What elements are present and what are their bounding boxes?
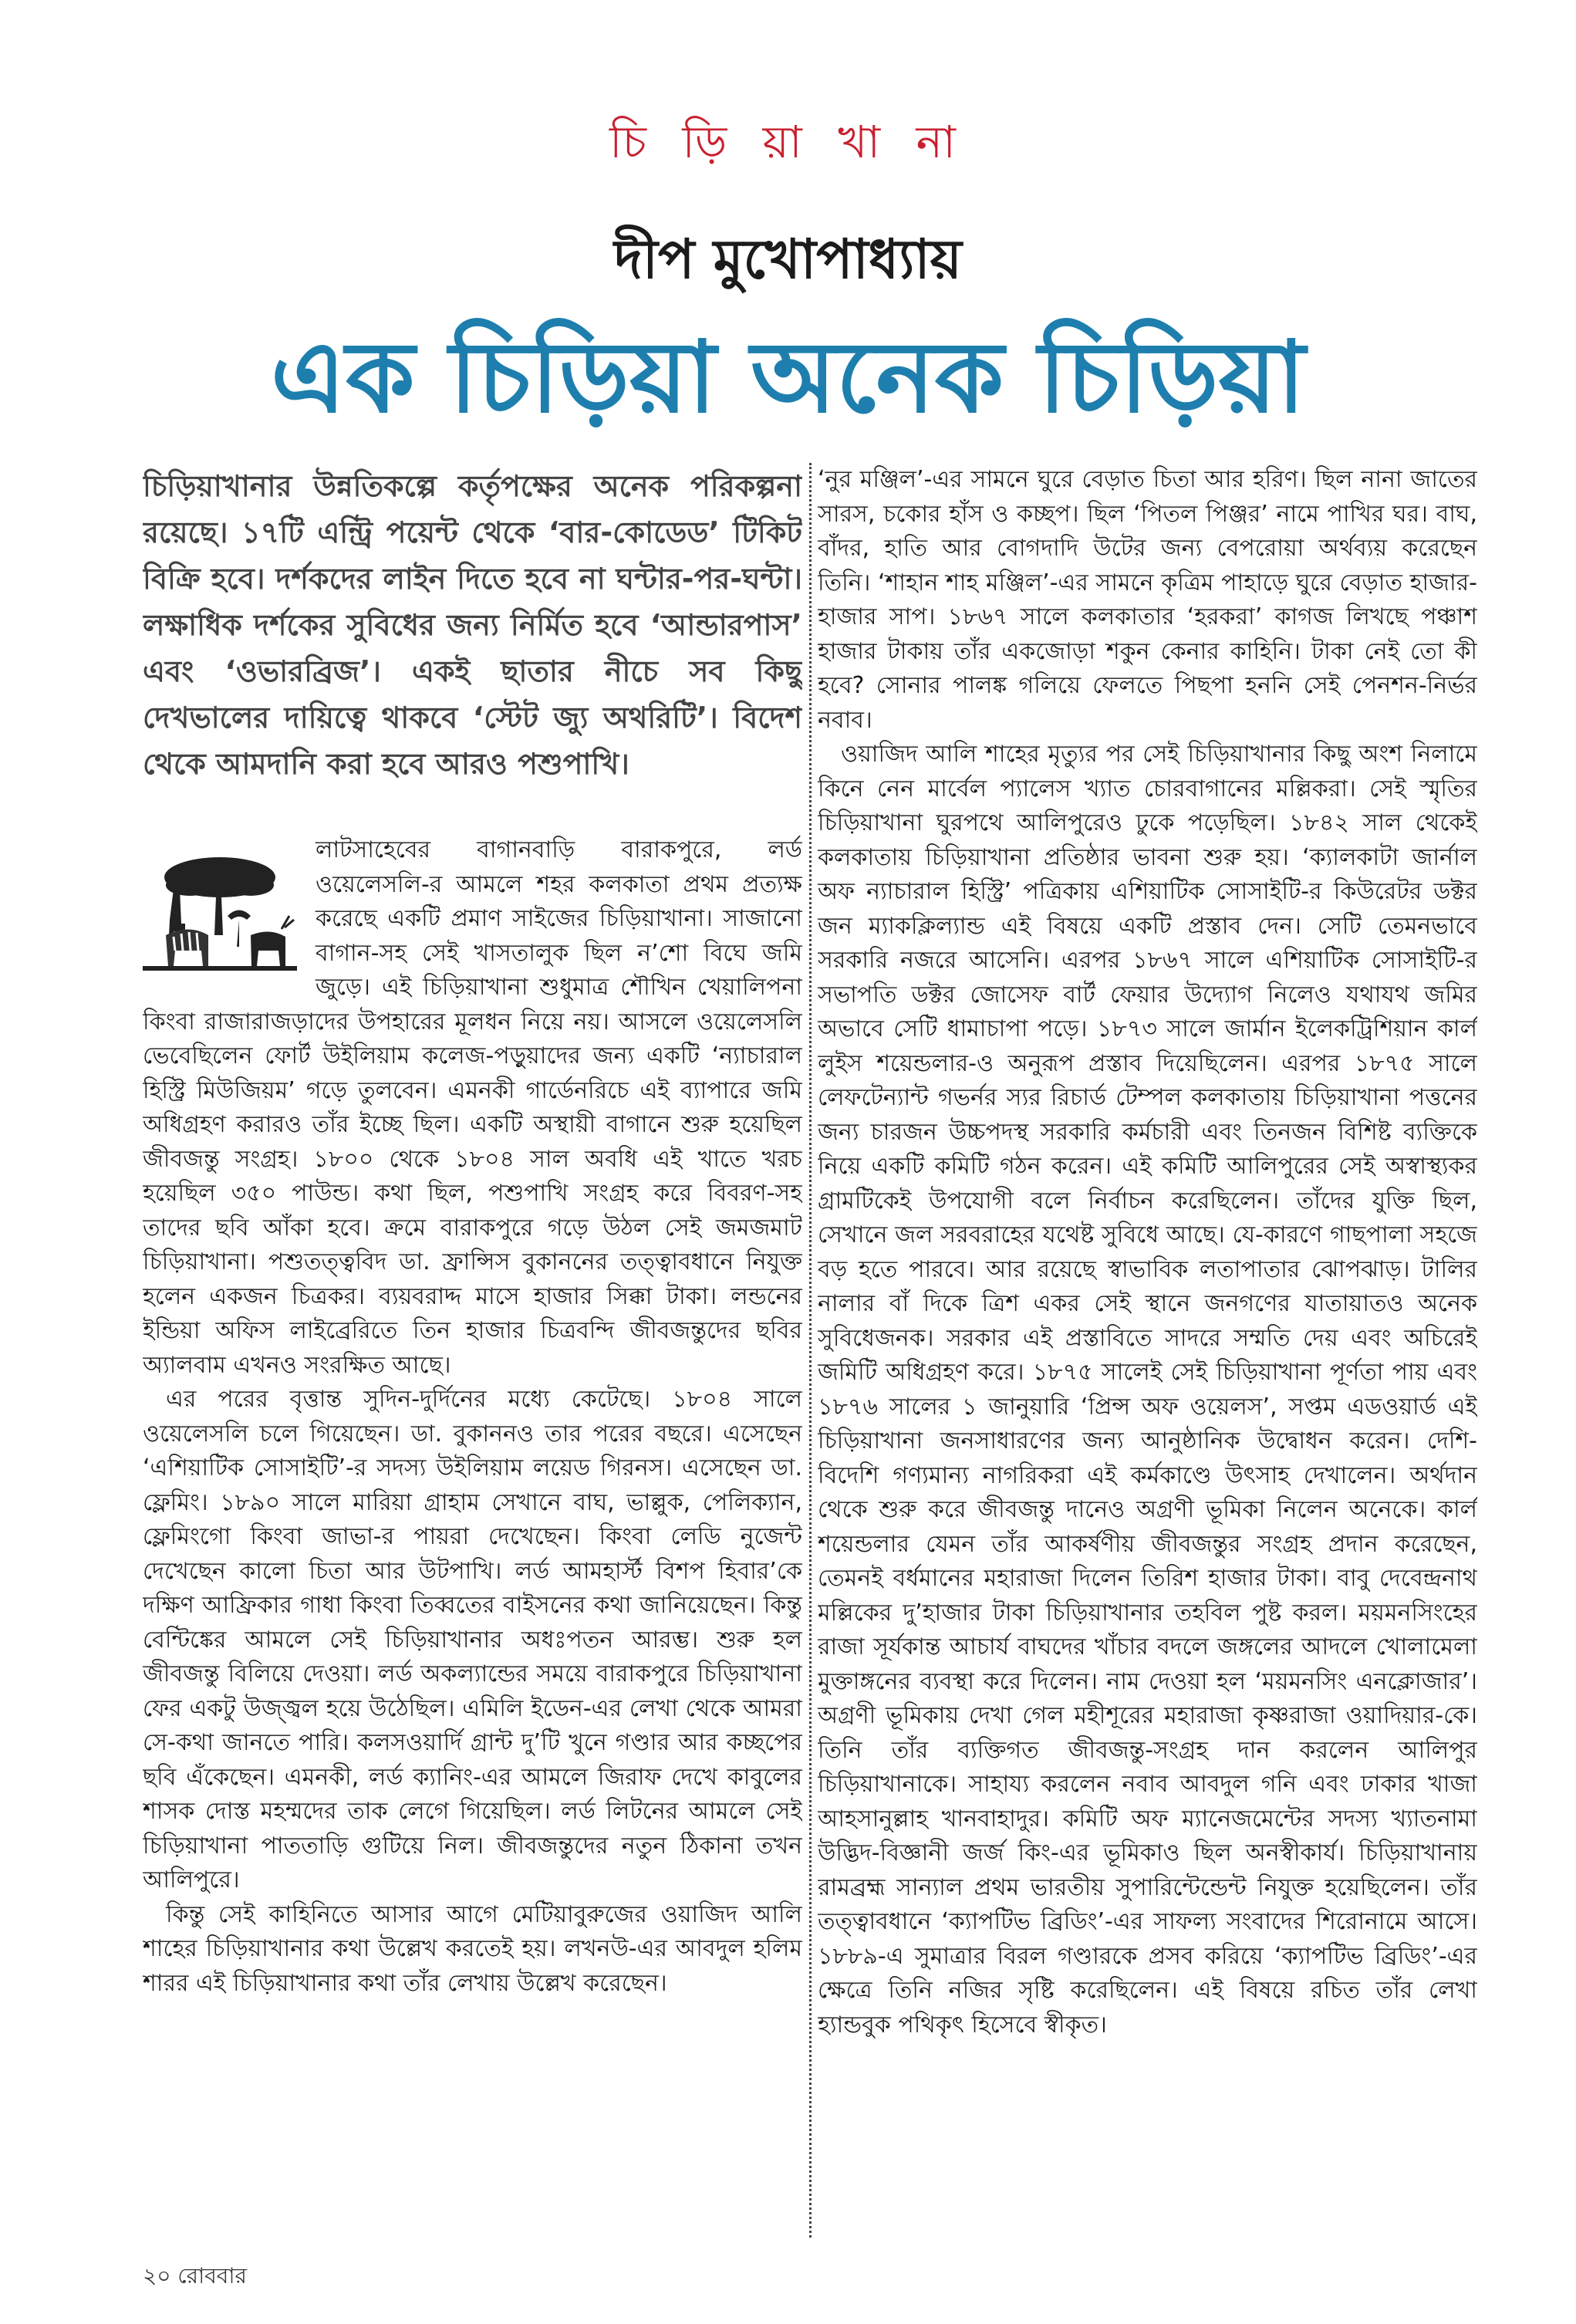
right-paragraph-2: ওয়াজিদ আলি শাহের মৃত্যুর পর সেই চিড়িয়াখানার কিছু অংশ নিলামে কিনে নেন মার্বেল প্যালেস খ্যাত চোরবাগানের মল্লিকরা। সেই স্মৃতির চিড়িয়াখানা ঘুরপথে আলিপুরেও ঢুকে পড়েছিল। ১৮৪২ সাল থেকেই কলকাতায় চিড়িয়াখানা প্রতিষ্ঠার ভাবনা শুরু হয়। ‘ক্যালকাটা জার্নাল অফ ন্যাচারাল হিস্ট্রি’ পত্রিকায় এশিয়াটিক সোসাইটি-র কিউরেটর ডক্টর জন ম্যাকক্লিল্যান্ড এই বিষয়ে একটি প্রস্তাব দেন। সেটি তেমনভাবে সরকারি নজরে আসেনি। এরপর ১৮৬৭ সালে এশিয়াটিক সোসাইটি-র সভাপতি ডক্টর জোসেফ বার্ট ফেয়ার উদ্যোগ নিলেও যথাযথ জমির অভাবে সেটি ধামাচাপা পড়ে। ১৮৭৩ সালে জার্মান ইলেকট্রিশিয়ান কার্ল লুইস শয়েন্ডলার-ও অনুরূপ প্রস্তাব দিয়েছিলেন। এরপর ১৮৭৫ সালে লেফটেন্যান্ট গভর্নর স্যর রিচার্ড টেম্পল কলকাতায় চিড়িয়াখানা পত্তনের জন্য চারজন উচ্চপদস্থ সরকারি কর্মচারী এবং তিনজন বিশিষ্ট ব্যক্তিকে নিয়ে একটি কমিটি গঠন করেন। এই কমিটি আলিপুরের সেই অস্বাস্থ্যকর গ্রামটিকেই উপযোগী বলে নির্বাচন করেছিলেন। তাঁদের যুক্তি ছিল, সেখানে জল সরবরাহের যথেষ্ট সুবিধে আছে। যে-কারণে গাছপালা সহজে বড় হতে পারবে। আর রয়েছে স্বাভাবিক লতাপাতার ঝোপঝাড়। টালির নালার বাঁ দিকে ত্রিশ একর সেই স্থানে জনগণের যাতায়াতও অনেক সুবিধেজনক। সরকার এই প্রস্তাবিতে সাদরে সম্মতি দেয় এবং অচিরেই জমিটি অধিগ্রহণ করে। ১৮৭৫ সালেই সেই চিড়িয়াখানা পূর্ণতা পায় এবং ১৮৭৬ সালের ১ জানুয়ারি ‘প্রিন্স অফ ওয়েলস’, সপ্তম এডওয়ার্ড এই চিড়িয়াখানা জনসাধারণের জন্য আনুষ্ঠানিক উদ্বোধন করেন। দেশি-বিদেশি গণ্যমান্য নাগরিকরা এই কর্মকাণ্ডে উৎসাহ দেখালেন। অর্থদান থেকে শুরু করে জীবজন্তু দানেও অগ্রণী ভূমিকা নিলেন অনেকে। কার্ল শয়েন্ডলার যেমন তাঁর আকর্ষণীয় জীবজন্তুর সংগ্রহ প্রদান করেছেন, তেমনই বর্ধমানের মহারাজা দিলেন তিরিশ হাজার টাকা। বাবু দেবেন্দ্রনাথ মল্লিকের দু’হাজার টাকা চিড়িয়াখানার তহবিল পুষ্ট করল। ময়মনসিংহের রাজা সূর্যকান্ত আচার্য বাঘদের খাঁচার বদলে জঙ্গলের আদলে খোলামেলা মুক্তাঙ্গনের ব্যবস্থা করে দিলেন। নাম দেওয়া হল ‘ময়মনসিং এনক্লোজার’। অগ্রণী ভূমিকায় দেখা গেল মহীশূরের মহারাজা কৃষ্ণরাজা ওয়াদিয়ার-কে। তিনি তাঁর ব্যক্তিগত জীবজন্তু-সংগ্রহ দান করলেন আলিপুর চিড়িয়াখানাকে। সাহায্য করলেন নবাব আবদুল গনি এবং ঢাকার খাজা আহসানুল্লাহ খানবাহাদুর। কমিটি অফ ম্যানেজমেন্টের সদস্য খ্যাতনামা উদ্ভিদ-বিজ্ঞানী জর্জ কিং-এর ভূমিকাও ছিল অনস্বীকার্য। চিড়িয়াখানায় রামব্রহ্ম সান্যাল প্রথম ভারতীয় সুপারিন্টেন্ডেন্ট নিযুক্ত হয়েছিলেন। তাঁর তত্ত্বাবধানে ‘ক্যাপটিভ ব্রিডিং’-এর সাফল্য সংবাদের শিরোনামে আসে। ১৮৮৯-এ সুমাত্রার বিরল গণ্ডারকে প্রসব করিয়ে ‘ক্যাপটিভ ব্রিডিং’-এর ক্ষেত্রে তিনি নজির সৃষ্টি করেছিলেন। এই বিষয়ে রচিত তাঁর লেখা হ্যান্ডবুক পথিকৃৎ হিসেবে স্বীকৃত।: [818, 741, 1477, 2039]
section-tag: চি ড়ি য়া খা না: [609, 116, 967, 168]
left-paragraph-2: এর পরের বৃত্তান্ত সুদিন-দুর্দিনের মধ্যে কেটেছে। ১৮০৪ সালে ওয়েলেসলি চলে গিয়েছেন। ডা. বুকাননও তার পরের বছরে। এসেছেন ‘এশিয়াটিক সোসাইটি’-র সদস্য উইলিয়াম লয়েড গিরনস। এসেছেন ডা. ফ্লেমিং। ১৮৯০ সালে মারিয়া গ্রাহাম সেখানে বাঘ, ভাল্লুক, পেলিক্যান, ফ্লেমিংগো কিংবা জাভা-র পায়রা দেখেছেন। কিংবা লেডি নুজেন্ট দেখেছেন কালো চিতা আর উটপাখি। লর্ড আমহার্স্ট বিশপ হিবার’কে দক্ষিণ আফ্রিকার গাধা কিংবা তিব্বতের বাইসনের কথা জানিয়েছেন। কিন্তু বেন্টিঙ্কের আমলে সেই চিড়িয়াখানার অধঃপতন আরম্ভ। শুরু হল জীবজন্তু বিলিয়ে দেওয়া। লর্ড অকল্যান্ডের সময়ে বারাকপুরে চিড়িয়াখানা ফের একটু উজ্জ্বল হয়ে উঠেছিল। এমিলি ইডেন-এর লেখা থেকে আমরা সে-কথা জানতে পারি। কলসওয়ার্দি গ্রান্ট দু’টি খুনে গণ্ডার আর কচ্ছপের ছবি এঁকেছেন। এমনকী, লর্ড ক্যানিং-এর আমলে জিরাফ দেখে কাবুলের শাসক দোস্ত মহম্মদের তাক লেগে গিয়েছিল। লর্ড লিটনের আমলে সেই চিড়িয়াখানা পাততাড়ি গুটিয়ে নিল। জীবজন্তুদের নতুন ঠিকানা তখন আলিপুরে।: [143, 1386, 802, 1893]
column-divider: [809, 463, 813, 2238]
right-column: [818, 463, 1477, 2238]
wildlife-emblem-icon: [143, 843, 297, 978]
left-paragraph-1: লাটসাহেবের বাগানবাড়ি বারাকপুরে, লর্ড ওয়েলেসলি-র আমলে শহর কলকাতা প্রথম প্রত্যক্ষ করেছে একটি প্রমাণ সাইজের চিড়িয়াখানা। সাজানো বাগান-সহ সেই খাসতালুক ছিল ন’শো বিঘে জমি জুড়ে। এই চিড়িয়াখানা শুধুমাত্র শৌখিন খেয়ালিপনা কিংবা রাজারাজড়াদের উপহারের মূলধন নিয়ে নয়। আসলে ওয়েলেসলি ভেবেছিলেন ফোর্ট উইলিয়াম কলেজ-পড়ুয়াদের জন্য একটি ‘ন্যাচারাল হিস্ট্রি মিউজিয়ম’ গড়ে তুলবেন। এমনকী গার্ডেনরিচে এই ব্যাপারে জমি অধিগ্রহণ করারও তাঁর ইচ্ছে ছিল। একটি অস্থায়ী বাগানে শুরু হয়েছিল জীবজন্তু সংগ্রহ। ১৮০০ থেকে ১৮০৪ সাল অবধি এই খাতে খরচ হয়েছিল ৩৫০ পাউন্ড। কথা ছিল, পশুপাখি সংগ্রহ করে বিবরণ-সহ তাদের ছবি আঁকা হবে। ক্রমে বারাকপুরে গড়ে উঠল সেই জমজমাট চিড়িয়াখানা। পশুতত্ত্ববিদ ডা. ফ্রান্সিস বুকাননের তত্ত্বাবধানে নিযুক্ত হলেন একজন চিত্রকর। ব্যয়বরাদ্দ মাসে হাজার সিক্কা টাকা। লন্ডনের ইন্ডিয়া অফিস লাইব্রেরিতে তিন হাজার চিত্রবন্দি জীবজন্তুদের ছবির অ্যালবাম এখনও সংরক্ষিত আছে।: [143, 836, 802, 1379]
page-footer: ২০ রোববার: [143, 2263, 247, 2289]
left-column: [143, 463, 802, 2238]
author-byline: দীপ মুখোপাধ্যায়: [614, 228, 962, 291]
headline: এক চিড়িয়া অনেক চিড়িয়া: [270, 320, 1306, 435]
left-paragraph-3: কিন্তু সেই কাহিনিতে আসার আগে মেটিয়াবুরুজের ওয়াজিদ আলি শাহের চিড়িয়াখানার কথা উল্লেখ করতেই হয়। লখনউ-এর আবদুল হলিম শারর এই চিড়িয়াখানার কথা তাঁর লেখায় উল্লেখ করেছেন।: [143, 1900, 802, 1997]
intro-blurb: চিড়িয়াখানার উন্নতিকল্পে কর্তৃপক্ষের অনেক পরিকল্পনা রয়েছে। ১৭টি এন্ট্রি পয়েন্ট থেকে ‘বার-কোডেড’ টিকিট বিক্রি হবে। দর্শকদের লাইন দিতে হবে না ঘন্টার-পর-ঘন্টা। লক্ষাধিক দর্শকের সুবিধের জন্য নির্মিত হবে ‘আন্ডারপাস’ এবং ‘ওভারব্রিজ’। একই ছাতার নীচে সব কিছু দেখভালের দায়িত্বে থাকবে ‘স্টেট জ্যু অথরিটি’। বিদেশ থেকে আমদানি করা হবে আরও পশুপাখি।: [143, 469, 802, 781]
right-paragraph-1: ‘নুর মঞ্জিল’-এর সামনে ঘুরে বেড়াত চিতা আর হরিণ। ছিল নানা জাতের সারস, চকোর হাঁস ও কচ্ছপ। ছিল ‘পিতল পিঞ্জর’ নামে পাখির ঘর। বাঘ, বাঁদর, হাতি আর বোগদাদি উটের জন্য বেপরোয়া অর্থব্যয় করেছেন তিনি। ‘শাহান শাহ মঞ্জিল’-এর সামনে কৃত্রিম পাহাড়ে ঘুরে বেড়াত হাজার-হাজার সাপ। ১৮৬৭ সালে কলকাতার ‘হরকরা’ কাগজ লিখছে পঞ্চাশ হাজার টাকায় তাঁর একজোড়া শকুন কেনার কাহিনি। টাকা নেই তো কী হবে? সোনার পালঙ্ক গলিয়ে ফেলতে পিছপা হননি সেই পেনশন-নির্ভর নবাব।: [818, 466, 1477, 734]
